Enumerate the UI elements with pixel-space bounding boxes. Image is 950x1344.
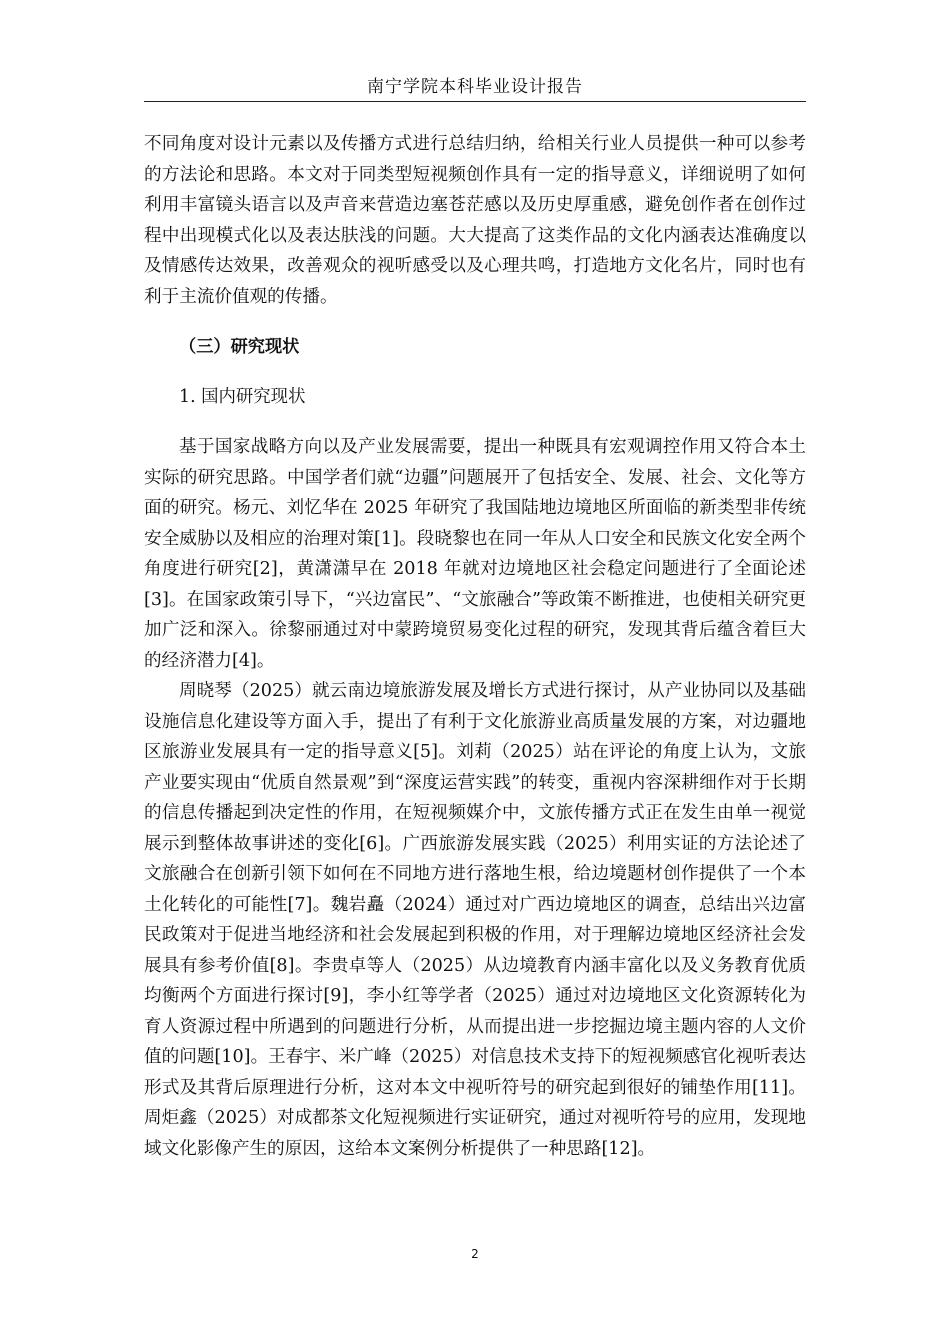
page-body bbox=[144, 129, 806, 1164]
header-rule bbox=[144, 101, 806, 102]
page-number: 2 bbox=[471, 1247, 479, 1261]
paragraph-intro-continuation: 不同角度对设计元素以及传播方式进行总结归纳，给相关行业人员提供一种可以参考的方法论和思路。本文对于同类型短视频创作具有一定的指导意义，详细说明了如何利用丰富镜头语言以及声音来营造边塞苍茫感以及历史厚重感，避免创作者在创作过程中出现模式化以及表达肤浅的问题。大大提高了这类作品的文化内涵表达准确度以及情感传达效果，改善观众的视听感受以及心理共鸣，打造地方文化名片，同时也有利于主流价值观的传播。 bbox=[144, 134, 806, 307]
subsection-heading: 1. 国内研究现状 bbox=[179, 387, 306, 407]
running-header: 南宁学院本科毕业设计报告 bbox=[367, 77, 583, 97]
paragraph-domestic-research-2: 周晓琴（2025）就云南边境旅游发展及增长方式进行探讨，从产业协同以及基础设施信息化建设等方面入手，提出了有利于文化旅游业高质量发展的方案，对边疆地区旅游业发展具有一定的指导意义[5]。刘莉（2025）站在评论的角度上认为，文旅产业要实现由“优质自然景观”到“深度运营实践”的转变，重视内容深耕细作对于长期的信息传播起到决定性的作用，在短视频媒介中，文旅传播方式正在发生由单一视觉展示到整体故事讲述的变化[6]。广西旅游发展实践（2025）利用实证的方法论述了文旅融合在创新引领下如何在不同地方进行落地生根，给边境题材创作提供了一个本土化转化的可能性[7]。魏岩矗（2024）通过对广西边境地区的调查，总结出兴边富民政策对于促进当地经济和社会发展起到积极的作用，对于理解边境地区经济社会发展具有参考价值[8]。李贵卓等人（2025）从边境教育内涵丰富化以及义务教育优质均衡两个方面进行探讨[9]，李小红等学者（2025）通过对边境地区文化资源转化为育人资源过程中所遇到的问题进行分析，从而提出进一步挖掘边境主题内容的人文价值的问题[10]。王春宇、米广峰（2025）对信息技术支持下的短视频感官化视听表达形式及其背后原理进行分析，这对本文中视听符号的研究起到很好的铺垫作用[11]。周炬鑫（2025）对成都茶文化短视频进行实证研究，通过对视听符号的应用，发现地域文化影像产生的原因，这给本文案例分析提供了一种思路[12]。 bbox=[144, 681, 806, 1159]
paragraph-domestic-research-1: 基于国家战略方向以及产业发展需要，提出一种既具有宏观调控作用又符合本土实际的研究思路。中国学者们就“边疆”问题展开了包括安全、发展、社会、文化等方面的研究。杨元、刘忆华在 2025 年研究了我国陆地边境地区所面临的新类型非传统安全威胁以及相应的治理对策[1]。段晓黎也在同一年从人口安全和民族文化安全两个角度进行研究[2]，黄潇潇早在 2018 年就对边境地区社会稳定问题进行了全面论述[3]。在国家政策引导下，“兴边富民”、“文旅融合”等政策不断推进，也使相关研究更加广泛和深入。徐黎丽通过对中蒙跨境贸易变化过程的研究，发现其背后蕴含着巨大的经济潜力[4]。 bbox=[144, 437, 806, 671]
section-heading: （三）研究现状 bbox=[179, 337, 300, 357]
